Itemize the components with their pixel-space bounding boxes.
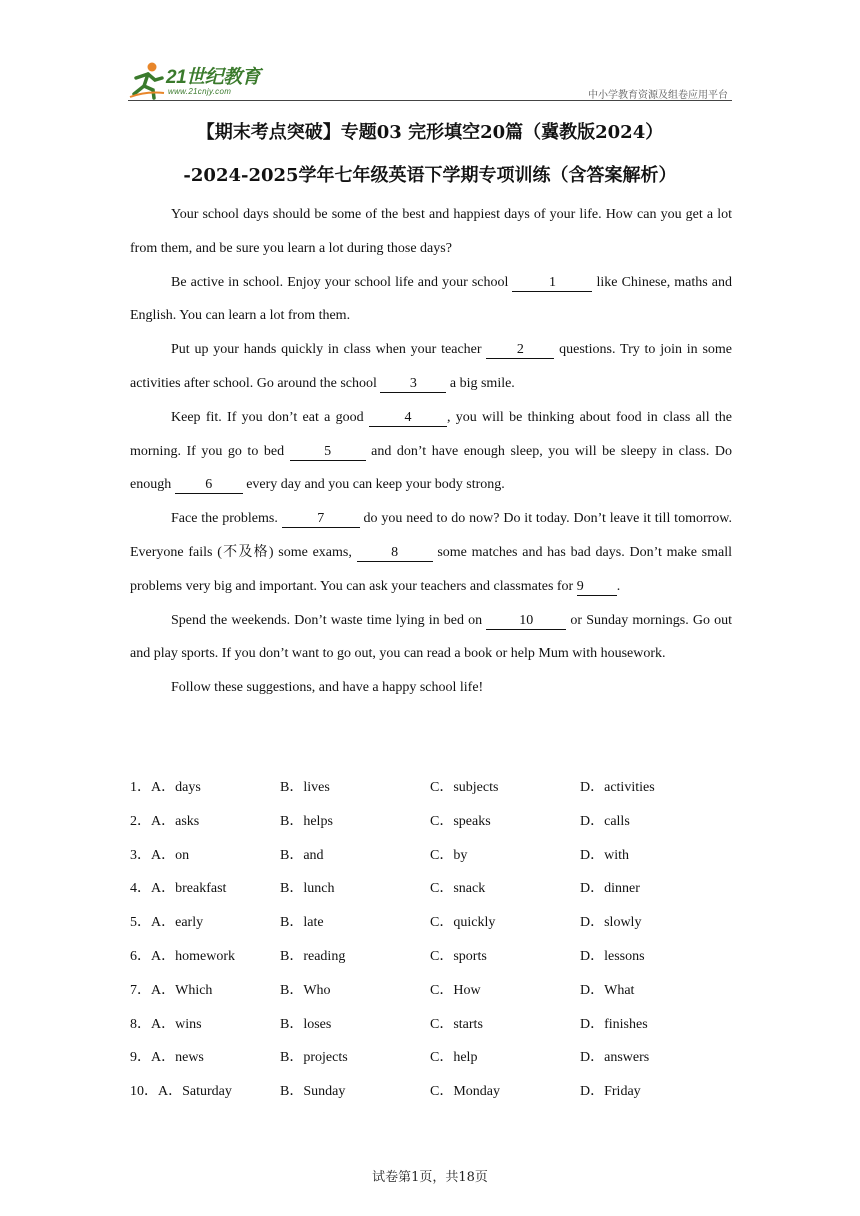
option-d: D．lessons [580,948,645,964]
option-b: B．loses [280,1016,332,1032]
option-a: A．asks [151,813,200,829]
option-b: B．Sunday [280,1084,346,1100]
option-d: D．slowly [580,915,642,931]
option-c: C．How [430,982,481,998]
option-b: B．helps [280,813,333,829]
paragraph-7: Follow these suggestions, and have a happy school life! [171,680,484,696]
question-number: 7． [130,982,151,998]
page-footer: 试卷第1页，共18页 [372,1170,488,1185]
option-a: A．breakfast [151,881,227,897]
platform-name: 中小学教育资源及组卷应用平台 [588,90,728,101]
header-divider [128,100,732,101]
question-number: 2． [130,813,151,829]
option-c: C．quickly [430,915,496,931]
blank-7: 7 [282,511,360,528]
question-row [130,771,732,805]
option-a: A．Saturday [158,1084,232,1100]
option-c: C．speaks [430,813,491,829]
document-title-line1: 【期末考点突破】专题03 完形填空20篇（冀教版2024） [196,122,664,143]
paragraph-6: Spend the weekends. Don’t waste time lying in bed on 10 or Sunday mornings. Go out and play sports. If you don’t want to go out, you can read a book or help Mum with housework. [130,612,732,662]
question-number: 4． [130,881,151,897]
paragraph-1: Your school days should be some of the best and happiest days of your life. How can you get a lot from them, and be sure you learn a lot during those days? [130,207,732,256]
cloze-passage [130,198,732,705]
option-a: A．days [151,780,201,795]
question-row [130,940,732,974]
option-a: A．wins [151,1016,202,1032]
option-b: B．Who [280,982,331,998]
question-number: 5． [130,915,151,931]
paragraph-5: Face the problems. 7 do you need to do now? Do it today. Don’t leave it till tomorrow. Everyone fails (不及格) some exams, 8 some matches and has bad days. Don’t make small problems very big and important. You can ask your teachers and classmates for 9 . [130,511,732,594]
blank-10: 10 [486,613,566,630]
option-c: C．Monday [430,1084,500,1100]
option-d: D．Friday [580,1084,641,1100]
blank-4: 4 [369,410,447,427]
question-row [130,805,732,839]
option-c: C．subjects [430,780,499,795]
option-d: D．answers [580,1050,650,1066]
option-d: D．calls [580,813,630,829]
option-b: B．lunch [280,881,335,897]
option-b: B．and [280,847,324,863]
option-c: C．help [430,1050,478,1066]
document-title-line2: -2024-2025学年七年级英语下学期专项训练（含答案解析） [183,165,677,186]
option-b: B．late [280,915,324,931]
answer-options [130,771,732,1109]
option-c: C．by [430,847,468,863]
blank-8: 8 [357,545,433,562]
option-c: C．starts [430,1016,483,1032]
logo [128,60,268,100]
option-c: C．snack [430,881,486,897]
paragraph-4: Keep fit. If you don’t eat a good 4 , you will be thinking about food in class all the morning. If you go to bed 5 and don’t have enough sleep, you will be sleepy in class. Do enough 6 every day and you can keep your body strong. [130,409,732,493]
question-row [130,839,732,873]
question-row [130,872,732,906]
question-row [130,1008,732,1042]
question-row [130,1075,732,1109]
question-row [130,974,732,1008]
page-header [128,60,732,102]
option-b: B．lives [280,780,330,795]
option-d: D．finishes [580,1016,648,1032]
question-number: 9． [130,1050,151,1066]
question-row [130,906,732,940]
option-d: D．What [580,982,635,998]
option-a: A．news [151,1050,204,1066]
blank-9: 9 [577,579,617,596]
option-a: A．Which [151,982,213,998]
blank-5: 5 [290,444,366,461]
question-number: 8． [130,1016,151,1032]
paragraph-3: Put up your hands quickly in class when your teacher 2 questions. Try to join in some activities after school. Go around the school 3 a big smile. [130,342,732,391]
option-a: A．on [151,847,190,863]
option-a: A．early [151,915,204,931]
question-row [130,1041,732,1075]
logo-text: 21世纪教育 [166,67,261,88]
blank-2: 2 [486,342,554,359]
question-number: 6． [130,948,151,964]
runner-icon [128,60,166,100]
blank-1: 1 [512,275,592,292]
question-number: 1． [130,780,151,795]
question-number: 3． [130,847,151,863]
question-number: 10． [130,1084,158,1100]
paragraph-2: Be active in school. Enjoy your school life and your school 1 like Chinese, maths and English. You can learn a lot from them. [130,274,732,324]
option-b: B．projects [280,1050,348,1066]
option-d: D．dinner [580,881,640,897]
option-d: D．activities [580,780,655,795]
logo-url: www.21cnjy.com [168,87,232,96]
option-a: A．homework [151,948,235,964]
option-d: D．with [580,847,629,863]
option-c: C．sports [430,948,487,964]
blank-3: 3 [380,376,446,393]
option-b: B．reading [280,948,346,964]
blank-6: 6 [175,477,243,494]
